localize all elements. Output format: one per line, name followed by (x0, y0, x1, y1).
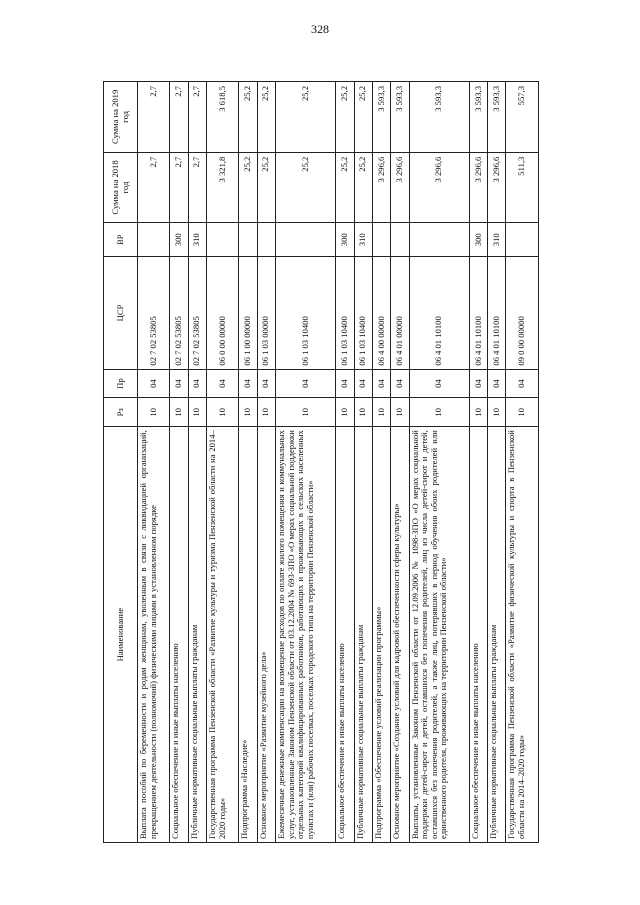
cell-pr: 04 (506, 369, 539, 398)
cell-sum-2018: 2,7 (188, 152, 206, 223)
header-rz: Рз (104, 398, 138, 427)
cell-vr (391, 223, 409, 257)
table-row (275, 82, 335, 843)
cell-csr: 06 4 01 10100 (488, 257, 506, 369)
cell-vr: 300 (170, 223, 188, 257)
table-row (336, 82, 354, 843)
cell-pr: 04 (409, 369, 469, 398)
cell-csr: 06 1 03 10400 (336, 257, 354, 369)
table-row (257, 82, 275, 843)
cell-vr: 310 (188, 223, 206, 257)
cell-sum-2018: 2,7 (170, 152, 188, 223)
cell-sum-2019: 3 593,3 (391, 82, 409, 153)
cell-sum-2018: 25,2 (275, 152, 335, 223)
cell-sum-2018: 25,2 (336, 152, 354, 223)
cell-csr: 06 1 00 00000 (239, 257, 257, 369)
cell-rz: 10 (488, 398, 506, 427)
cell-rz: 10 (275, 398, 335, 427)
cell-vr (138, 223, 170, 257)
cell-rz: 10 (188, 398, 206, 427)
cell-vr (409, 223, 469, 257)
cell-pr: 04 (488, 369, 506, 398)
table-body (138, 82, 539, 843)
cell-sum-2018: 3 321,8 (206, 152, 238, 223)
cell-rz: 10 (469, 398, 487, 427)
cell-vr (275, 223, 335, 257)
cell-csr: 06 4 00 00000 (372, 257, 390, 369)
cell-sum-2019: 2,7 (138, 82, 170, 153)
cell-name: Государственная программа Пензенской области «Развитие культуры и туризма Пензенской области на 2014–2020 годы» (206, 427, 238, 843)
cell-pr: 04 (469, 369, 487, 398)
cell-vr: 300 (336, 223, 354, 257)
cell-sum-2019: 25,2 (354, 82, 372, 153)
cell-name: Подпрограмма «Наследие» (239, 427, 257, 843)
cell-pr: 04 (372, 369, 390, 398)
header-name: Наименование (104, 427, 138, 843)
cell-rz: 10 (138, 398, 170, 427)
table-row (506, 82, 539, 843)
cell-sum-2018: 3 296,6 (469, 152, 487, 223)
cell-sum-2018: 3 296,6 (372, 152, 390, 223)
cell-name: Основное мероприятие «Создание условий для кадровой обеспеченности сферы культуры» (391, 427, 409, 843)
table-row (409, 82, 469, 843)
cell-sum-2018: 511,3 (506, 152, 539, 223)
cell-pr: 04 (206, 369, 238, 398)
cell-csr: 06 1 03 10400 (275, 257, 335, 369)
cell-vr (257, 223, 275, 257)
cell-rz: 10 (506, 398, 539, 427)
cell-sum-2018: 3 296,6 (391, 152, 409, 223)
table-row (170, 82, 188, 843)
cell-sum-2019: 25,2 (275, 82, 335, 153)
cell-name: Ежемесячные денежные компенсации на возмещение расходов по оплате жилого помещения и коммунальных услуг, установленные Законом Пензенской области от 03.12.2004 № 693-ЗПО «О мерах социальной поддержки отдельных категорий квалифицированных работников, работающих и проживающих в сельских населенных пунктах и (или) рабочих поселках, поселках городского типа на территории Пензенской области» (275, 427, 335, 843)
table-row (354, 82, 372, 843)
cell-name: Социальное обеспечение и иные выплаты населению (170, 427, 188, 843)
cell-rz: 10 (206, 398, 238, 427)
cell-sum-2019: 557,3 (506, 82, 539, 153)
cell-name: Основное мероприятие «Развитие музейного дела» (257, 427, 275, 843)
cell-csr: 06 1 03 00000 (257, 257, 275, 369)
cell-pr: 04 (138, 369, 170, 398)
cell-rz: 10 (170, 398, 188, 427)
cell-name: Подпрограмма «Обеспечение условий реализации программы» (372, 427, 390, 843)
cell-sum-2019: 3 593,3 (469, 82, 487, 153)
cell-csr: 06 4 01 10100 (469, 257, 487, 369)
cell-name: Публичные нормативные социальные выплаты гражданам (354, 427, 372, 843)
cell-rz: 10 (372, 398, 390, 427)
table-row (188, 82, 206, 843)
cell-rz: 10 (239, 398, 257, 427)
page-number: 328 (311, 22, 329, 36)
cell-pr: 04 (275, 369, 335, 398)
cell-pr: 04 (170, 369, 188, 398)
cell-pr: 04 (391, 369, 409, 398)
cell-pr: 04 (188, 369, 206, 398)
cell-name: Социальное обеспечение и иные выплаты населению (469, 427, 487, 843)
header-vr: ВР (104, 223, 138, 257)
cell-vr (506, 223, 539, 257)
header-sum-2018: Сумма на 2018 год (104, 152, 138, 223)
cell-csr: 06 1 03 10400 (354, 257, 372, 369)
cell-vr (206, 223, 238, 257)
cell-name: Публичные нормативные социальные выплаты гражданам (188, 427, 206, 843)
budget-table-rotated (103, 81, 539, 843)
cell-pr: 04 (239, 369, 257, 398)
cell-pr: 04 (257, 369, 275, 398)
cell-rz: 10 (354, 398, 372, 427)
cell-sum-2018: 25,2 (354, 152, 372, 223)
cell-name: Выплаты, установленные Законом Пензенской области от 12.09.2006 № 1098-ЗПО «О мерах социальной поддержки детей-сирот и детей, оставшихся без попечения родителей, лиц из числа детей-сирот и детей, оставшихся без попечения родителей, а также лиц, потерявших в период обучения обоих родителей или единственного родителя, проживающих на территории Пензенской области» (409, 427, 469, 843)
cell-csr: 02 7 02 53805 (188, 257, 206, 369)
cell-sum-2019: 2,7 (188, 82, 206, 153)
cell-sum-2018: 3 296,6 (409, 152, 469, 223)
cell-name: Публичные нормативные социальные выплаты гражданам (488, 427, 506, 843)
cell-sum-2019: 25,2 (239, 82, 257, 153)
cell-pr: 04 (354, 369, 372, 398)
cell-vr: 310 (488, 223, 506, 257)
cell-sum-2019: 3 593,3 (488, 82, 506, 153)
cell-csr: 06 0 00 00000 (206, 257, 238, 369)
table-row (239, 82, 257, 843)
cell-vr: 300 (469, 223, 487, 257)
header-pr: Пр (104, 369, 138, 398)
header-csr: ЦСР (104, 257, 138, 369)
table-row (391, 82, 409, 843)
cell-sum-2019: 3 593,3 (372, 82, 390, 153)
cell-sum-2018: 2,7 (138, 152, 170, 223)
cell-sum-2018: 25,2 (257, 152, 275, 223)
cell-sum-2019: 3 618,5 (206, 82, 238, 153)
cell-rz: 10 (391, 398, 409, 427)
cell-sum-2019: 3 593,3 (409, 82, 469, 153)
table-row (372, 82, 390, 843)
cell-sum-2019: 25,2 (257, 82, 275, 153)
table-row (488, 82, 506, 843)
cell-pr: 04 (336, 369, 354, 398)
header-sum-2019: Сумма на 2019 год (104, 82, 138, 153)
table-row (206, 82, 238, 843)
cell-sum-2019: 25,2 (336, 82, 354, 153)
cell-vr (239, 223, 257, 257)
cell-sum-2018: 3 296,6 (488, 152, 506, 223)
cell-csr: 06 4 01 00000 (391, 257, 409, 369)
budget-table (103, 81, 539, 843)
cell-rz: 10 (336, 398, 354, 427)
table-header-row (104, 82, 138, 843)
cell-csr: 09 0 00 00000 (506, 257, 539, 369)
cell-name: Социальное обеспечение и иные выплаты населению (336, 427, 354, 843)
cell-csr: 02 7 02 53805 (138, 257, 170, 369)
cell-rz: 10 (257, 398, 275, 427)
cell-rz: 10 (409, 398, 469, 427)
cell-name: Государственная программа Пензенской области «Развитие физической культуры и спорта в Пензенской области на 2014–2020 годы» (506, 427, 539, 843)
cell-vr: 310 (354, 223, 372, 257)
table-row (138, 82, 170, 843)
cell-sum-2019: 2,7 (170, 82, 188, 153)
cell-vr (372, 223, 390, 257)
cell-csr: 02 7 02 53805 (170, 257, 188, 369)
cell-sum-2018: 25,2 (239, 152, 257, 223)
cell-name: Выплата пособий по беременности и родам женщинам, уволенным в связи с ликвидацией организаций, прекращением деятельности (полномочий) физическими лицами в установленном порядке (138, 427, 170, 843)
table-row (469, 82, 487, 843)
cell-csr: 06 4 01 10100 (409, 257, 469, 369)
